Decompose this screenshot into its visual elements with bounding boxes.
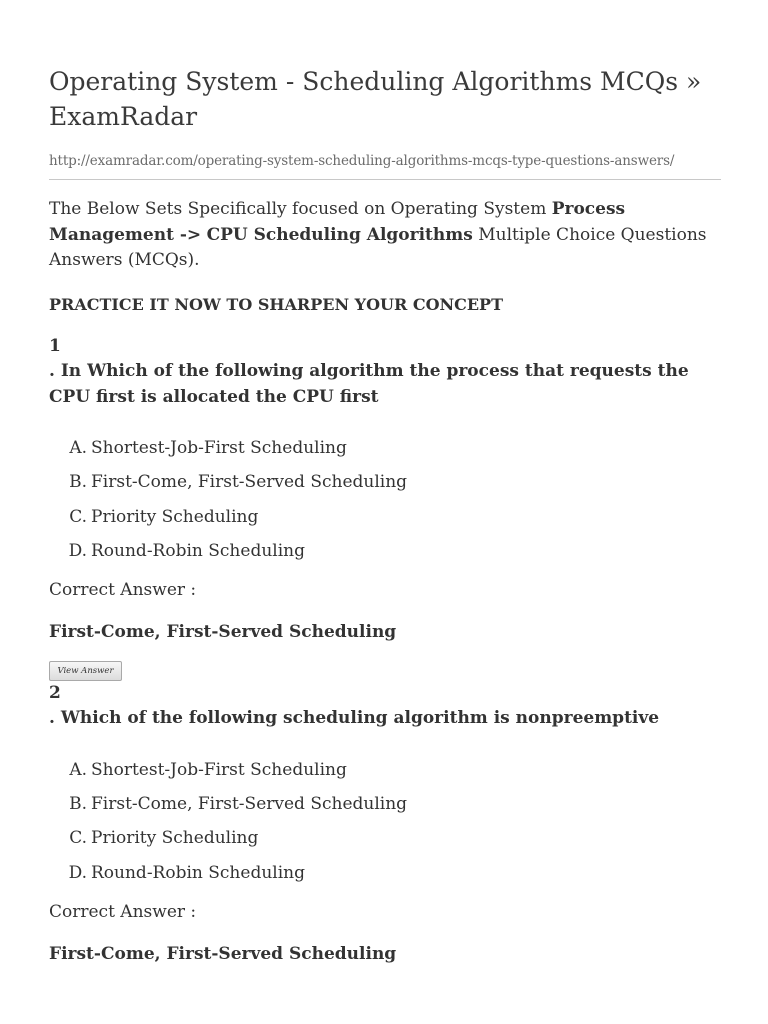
intro-bold-2: CPU Scheduling Algorithms — [206, 224, 473, 245]
option-letter: B. — [69, 472, 87, 493]
question-1 — [49, 334, 721, 681]
option-letter: D. — [68, 540, 87, 561]
option-c — [49, 505, 721, 530]
correct-answer-label: Correct Answer : — [49, 901, 197, 922]
correct-answer-text: First-Come, First-Served Scheduling — [49, 621, 397, 642]
source-url: http://examradar.com/operating-system-scheduling-algorithms-mcqs-type-questions-answers/ — [49, 152, 721, 180]
option-letter: C. — [69, 828, 87, 849]
option-letter: D. — [68, 862, 87, 883]
option-letter: B. — [69, 794, 87, 815]
page-title: Operating System - Scheduling Algorithms MCQs » ExamRadar — [49, 67, 702, 131]
option-label: Shortest-Job-First Scheduling — [91, 759, 347, 780]
option-b — [49, 792, 721, 817]
option-label: Priority Scheduling — [91, 506, 259, 527]
option-letter: A. — [69, 759, 87, 780]
options-list — [49, 758, 721, 886]
view-answer-button[interactable]: View Answer — [49, 661, 122, 681]
intro-paragraph — [49, 197, 721, 274]
question-number: 1 — [49, 335, 61, 356]
question-2 — [49, 681, 721, 967]
intro-bold-1: Process Management -> — [49, 199, 626, 245]
option-b — [49, 470, 721, 495]
option-letter: A. — [69, 438, 87, 458]
option-label: First-Come, First-Served Scheduling — [91, 794, 408, 815]
options-list — [49, 436, 721, 564]
question-text: . In Which of the following algorithm the process that requests the CPU first is allocated the CPU first — [49, 361, 689, 407]
correct-answer-text: First-Come, First-Served Scheduling — [49, 943, 397, 964]
intro-text-3: Multiple Choice Questions Answers (MCQs). — [49, 224, 707, 270]
option-d — [49, 861, 721, 886]
option-letter: C. — [69, 506, 87, 527]
intro-text-1: The Below Sets Specifically focused on Operating System — [49, 199, 552, 219]
option-c — [49, 826, 721, 851]
option-label: Priority Scheduling — [91, 828, 259, 849]
option-label: First-Come, First-Served Scheduling — [91, 472, 408, 493]
practice-heading: PRACTICE IT NOW TO SHARPEN YOUR CONCEPT — [49, 294, 503, 314]
option-label: Shortest-Job-First Scheduling — [91, 438, 347, 458]
correct-answer-label: Correct Answer : — [49, 579, 197, 600]
question-number: 2 — [49, 682, 61, 703]
option-label: Round-Robin Scheduling — [91, 862, 305, 883]
article — [49, 64, 721, 967]
option-d — [49, 539, 721, 564]
option-label: Round-Robin Scheduling — [91, 540, 305, 561]
option-a — [49, 758, 721, 783]
question-text: . Which of the following scheduling algorithm is nonpreemptive — [49, 708, 660, 729]
option-a — [49, 436, 721, 461]
